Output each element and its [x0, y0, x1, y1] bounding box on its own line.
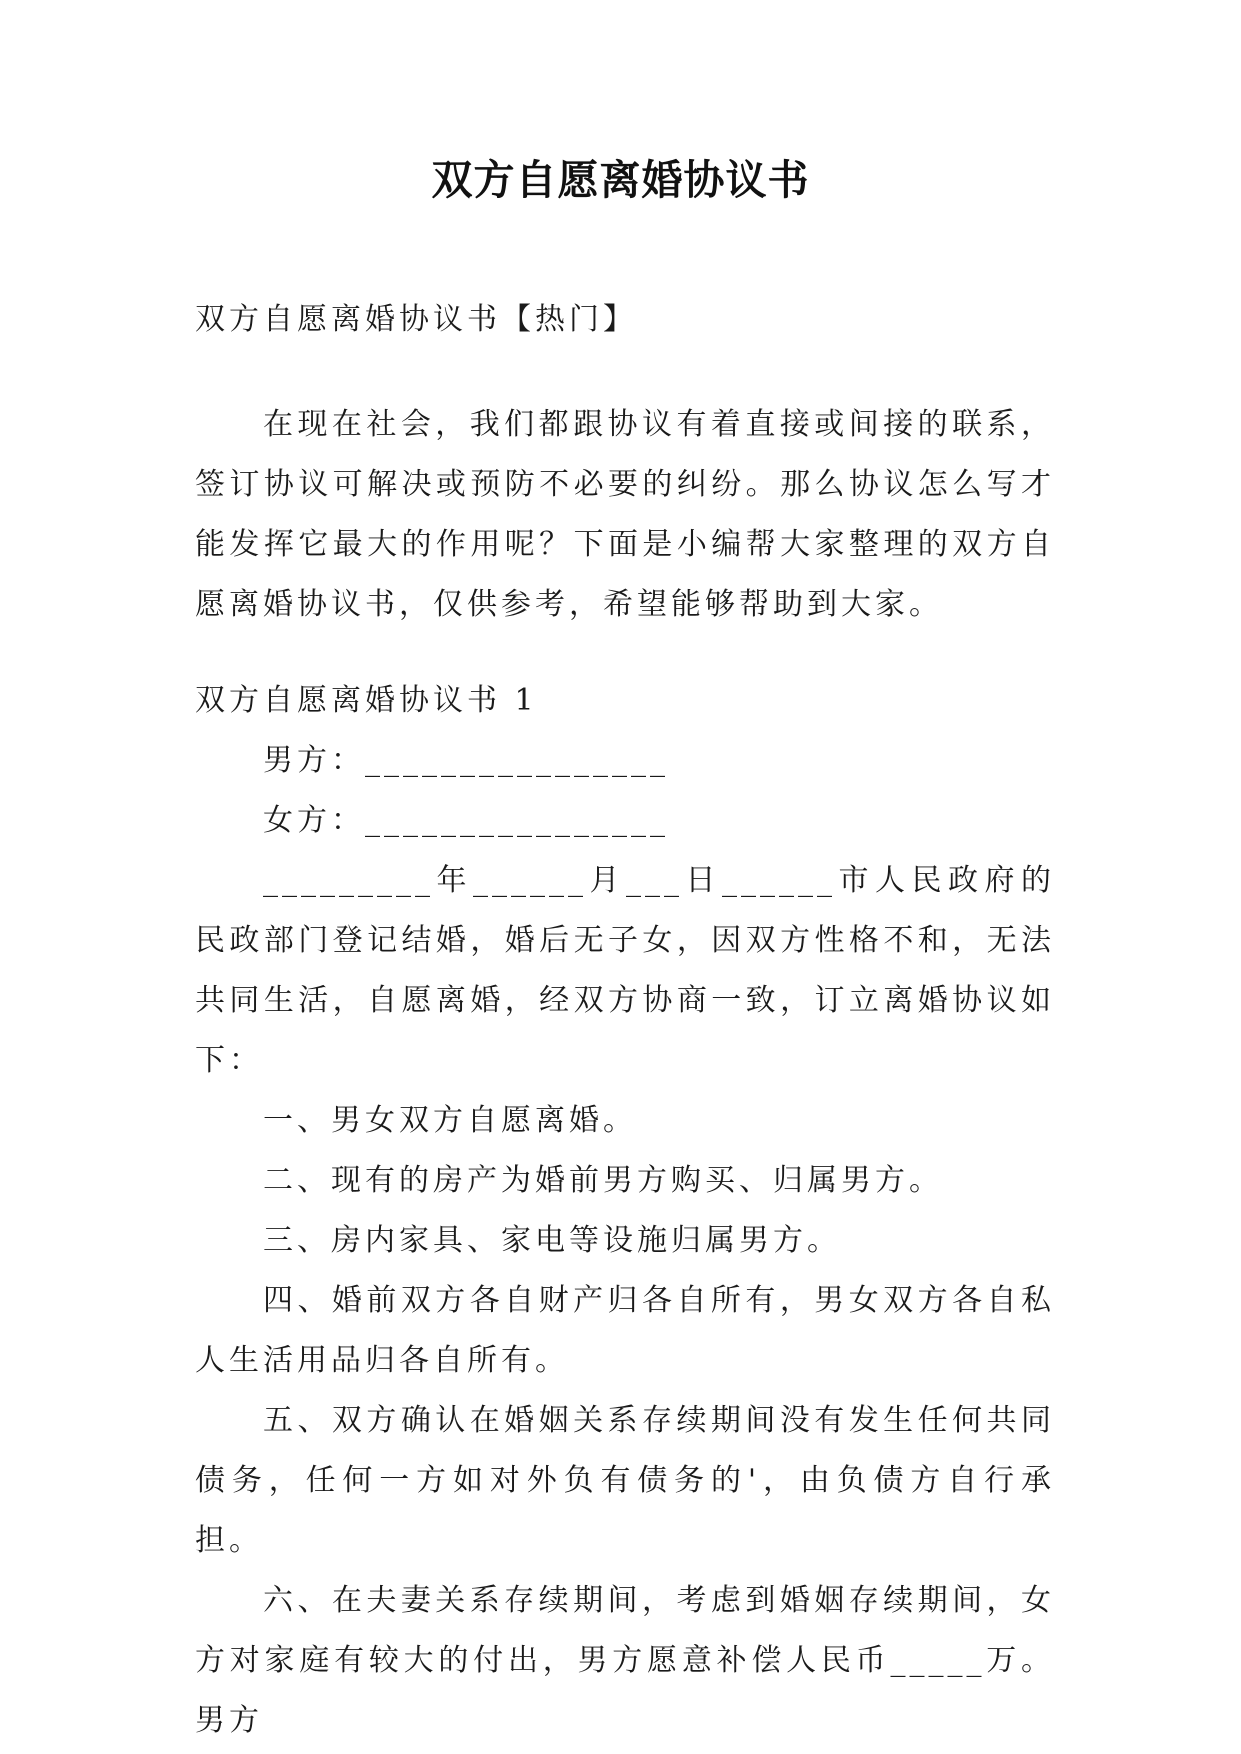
intro-paragraph: 在现在社会，我们都跟协议有着直接或间接的联系，签订协议可解决或预防不必要的纠纷。那么协议怎么写才能发挥它最大的作用呢？下面是小编帮大家整理的双方自愿离婚协议书，仅供参考，希望能够帮助到大家。: [195, 407, 1055, 622]
clause-1: 一、男女双方自愿离婚。: [263, 1103, 637, 1138]
female-party-line: 女方：________________: [263, 803, 669, 838]
clause-2: 二、现有的房产为婚前男方购买、归属男方。: [263, 1163, 943, 1198]
section-heading: 双方自愿离婚协议书 1: [195, 683, 538, 718]
document-title: 双方自愿离婚协议书: [431, 156, 810, 204]
marriage-registration-paragraph: _________年______月___日______市人民政府的民政部门登记结婚，婚后无子女，因双方性格不和，无法共同生活，自愿离婚，经双方协商一致，订立离婚协议如下：: [195, 863, 1055, 1078]
clause-6: 六、在夫妻关系存续期间，考虑到婚姻存续期间，女方对家庭有较大的付出，男方愿意补偿人民币_____万。男方: [195, 1583, 1055, 1738]
clause-5: 五、双方确认在婚姻关系存续期间没有发生任何共同债务，任何一方如对外负有债务的'，由负债方自行承担。: [195, 1403, 1055, 1558]
clause-4: 四、婚前双方各自财产归各自所有，男女双方各自私人生活用品归各自所有。: [195, 1283, 1055, 1378]
document-body: [195, 290, 1055, 1751]
document-subtitle: 双方自愿离婚协议书【热门】: [195, 302, 637, 337]
male-party-line: 男方：________________: [263, 743, 669, 778]
clause-3: 三、房内家具、家电等设施归属男方。: [263, 1223, 841, 1258]
